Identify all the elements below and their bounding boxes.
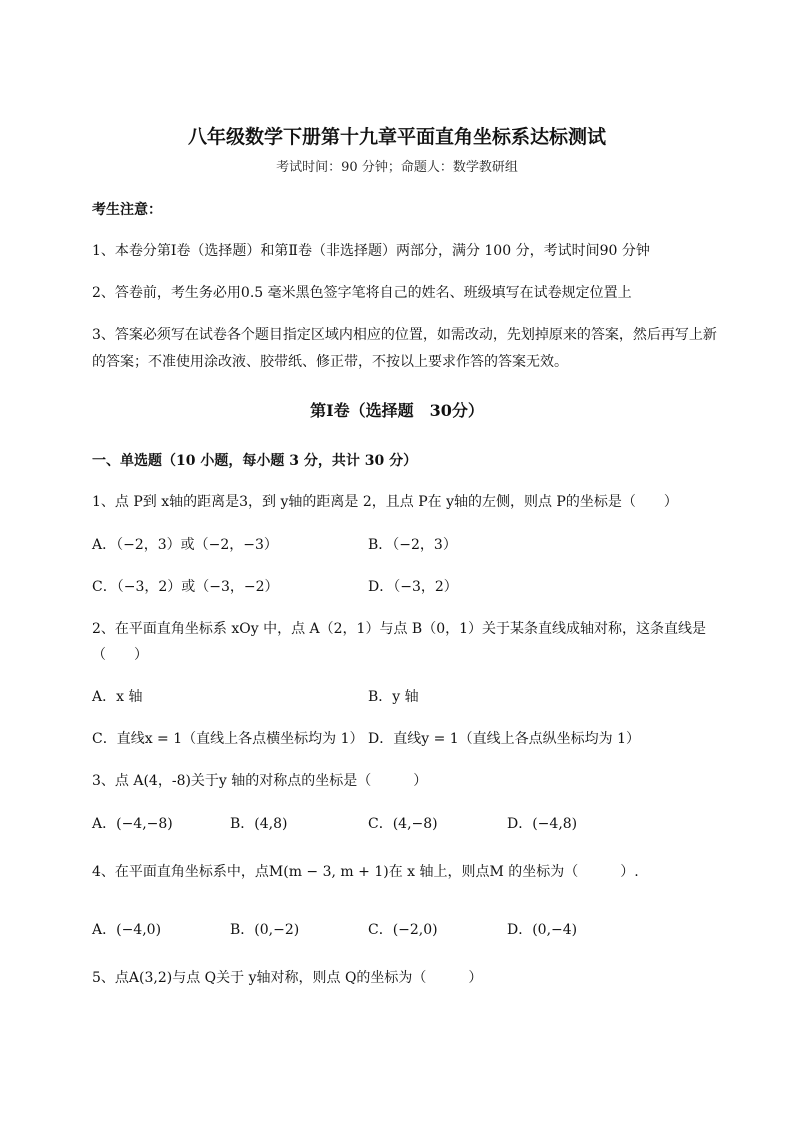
option-d[interactable]: D．直线y = 1（直线上各点纵坐标均为 1） — [368, 731, 641, 747]
option-a[interactable]: A．x 轴 — [92, 689, 143, 705]
question-stem: 3、点 A(4，-8)关于y 轴的对称点的坐标是（ ） — [92, 773, 428, 789]
question-stem: 5、点A(3,2)与点 Q关于 y轴对称，则点 Q的坐标为（ ） — [92, 970, 483, 986]
notice-heading: 考生注意： — [92, 202, 162, 218]
notice-item: 3、答案必须写在试卷各个题目指定区域内相应的位置，如需改动，先划掉原来的答案，然后再写上新 — [92, 327, 717, 343]
option-d[interactable]: D．(0,−4) — [507, 922, 578, 938]
option-d[interactable]: D．(−4,8) — [507, 816, 578, 832]
notice-item: 的答案；不准使用涂改液、胶带纸、修正带，不按以上要求作答的答案无效。 — [92, 354, 568, 370]
option-b[interactable]: B．(0,−2) — [230, 922, 300, 938]
notice-item: 2、答卷前，考生务必用0.5 毫米黑色签字笔将自己的姓名、班级填写在试卷规定位置上 — [92, 285, 632, 301]
option-b[interactable]: B．(4,8) — [230, 816, 288, 832]
option-b[interactable]: B．（−2，3） — [368, 537, 457, 553]
part-heading: 一、单选题（10 小题，每小题 3 分，共计 30 分） — [92, 453, 418, 469]
question-stem: 2、在平面直角坐标系 xOy 中，点 A（2，1）与点 B（0，1）关于某条直线成轴对称，这条直线是 — [92, 621, 707, 637]
page-subtitle: 考试时间：90 分钟；命题人：数学教研组 — [276, 160, 518, 175]
question-stem: 4、在平面直角坐标系中，点M(m − 3, m + 1)在 x 轴上，则点M 的坐标为（ ）. — [92, 864, 639, 880]
section-title: 第Ⅰ卷（选择题 30分） — [310, 401, 484, 420]
option-c[interactable]: C．（−3，2）或（−3，−2） — [92, 579, 279, 595]
question-stem: 1、点 P到 x轴的距离是3，到 y轴的距离是 2，且点 P在 y轴的左侧，则点 P的坐标是（ ） — [92, 494, 678, 510]
option-c[interactable]: C．(−2,0) — [368, 922, 438, 938]
page-title: 八年级数学下册第十九章平面直角坐标系达标测试 — [187, 126, 606, 148]
question-stem-continued: （ ） — [92, 647, 148, 663]
option-c[interactable]: C．(4,−8) — [368, 816, 438, 832]
option-b[interactable]: B．y 轴 — [368, 689, 419, 705]
option-d[interactable]: D．（−3，2） — [368, 579, 458, 595]
notice-item: 1、本卷分第Ⅰ卷（选择题）和第Ⅱ卷（非选择题）两部分，满分 100 分，考试时间90 分钟 — [92, 243, 650, 259]
option-a[interactable]: A．(−4,−8) — [92, 816, 173, 832]
option-a[interactable]: A．（−2，3）或（−2，−3） — [92, 537, 278, 553]
option-a[interactable]: A．(−4,0) — [92, 922, 162, 938]
option-c[interactable]: C．直线x = 1（直线上各点横坐标均为 1） — [92, 731, 364, 747]
